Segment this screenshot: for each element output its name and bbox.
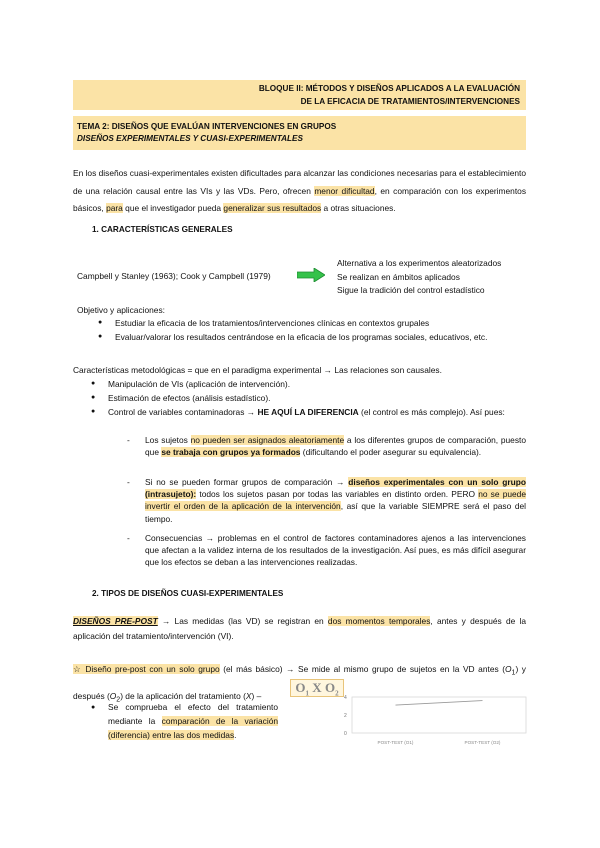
green-arrow-icon: [297, 268, 325, 282]
features-list: [337, 257, 501, 298]
method-intro: Características metodológicas = que en el paradigma experimental → Las relaciones son causales.: [73, 365, 442, 375]
method-item-control: ● Control de variables contaminadoras → HE AQUÍ LA DIFERENCIA (el control es más complejo). Así pues:: [108, 406, 526, 418]
prepost-paragraph: DISEÑOS PRE-POST → Las medidas (las VD) se registran en dos momentos temporales, antes y después de la aplicación del tratamiento/intervención (VI).: [73, 616, 527, 641]
feature-item: Se realizan en ámbitos aplicados: [337, 271, 460, 282]
sub-point: - Consecuencias → problemas en el control de factores contaminadores ajenos a las intervenciones que afectan a la validez interna de los resultados de la investigación. Así pues, es más difícil asegurar que los efectos se deban a las intervenciones realizadas.: [145, 532, 526, 569]
objective-label: Objetivo y aplicaciones:: [77, 305, 165, 315]
topic-header: [73, 116, 526, 150]
topic-subtitle: DISEÑOS EXPERIMENTALES Y CUASI-EXPERIMENTALES: [77, 134, 303, 143]
section-heading-1: 1. CARACTERÍSTICAS GENERALES: [92, 225, 233, 234]
section-heading-2: 2. TIPOS DE DISEÑOS CUASI-EXPERIMENTALES: [92, 589, 284, 598]
y-tick-label: 0: [344, 731, 347, 737]
intro-paragraph: En los diseños cuasi-experimentales existen dificultades para alcanzar las condiciones necesarias para el establecimiento de una relación causal entre las VIs y las VDs. Pero, ofrecen menor dificultad, en comparación con los experimentos básicos, para que el investigador pueda generalizar sus resultados a otras situaciones.: [73, 168, 527, 213]
prepost-bullet: ● Se comprueba el efecto del tratamiento mediante la comparación de la variación (diferencia) entre las dos medidas.: [108, 700, 278, 742]
objective-item: ● Evaluar/valorar los resultados centrándose en la eficacia de los programas sociales, educativos, etc.: [115, 331, 487, 343]
block-header: [73, 80, 526, 110]
method-item: ● Estimación de efectos (análisis estadístico).: [108, 392, 270, 404]
authors-label: Campbell y Stanley (1963); Cook y Campbell (1979): [77, 271, 271, 281]
single-group-paragraph: ☆ Diseño pre-post con un solo grupo (el más básico) → Se mide al mismo grupo de sujetos en la VD antes $(O_1)$ y después $(O_2)$ de la aplicación del tratamiento (X) –: [73, 664, 526, 704]
sub-point: - Los sujetos no pueden ser asignados aleatoriamente a los diferentes grupos de comparación, puesto que se trabaja con grupos ya formados (dificultando el poder asegurar su equivalencia).: [145, 434, 526, 458]
topic-title: TEMA 2: DISEÑOS QUE EVALÚAN INTERVENCIONES EN GRUPOS: [77, 122, 337, 131]
feature-item: Alternativa a los experimentos aleatorizados: [337, 258, 502, 268]
prepost-line-chart: [338, 694, 528, 750]
y-tick-label: 2: [344, 713, 347, 719]
block-title-line1: BLOQUE II: MÉTODOS Y DISEÑOS APLICADOS A LA EVALUACIÓN: [258, 84, 520, 93]
x-tick-label: POST-TEST (O1): [377, 740, 414, 745]
sub-point: - Si no se pueden formar grupos de comparación → diseños experimentales con un solo grupo (intrasujeto): todos los sujetos pasan por todas las variables en distinto orden. PERO no se puede invertir el orden de la aplicación de la intervención, así que la variable SIEMPRE será el paso del tiempo.: [145, 476, 526, 525]
method-item: ● Manipulación de VIs (aplicación de intervención).: [108, 378, 290, 390]
objective-item: ● Estudiar la eficacia de los tratamientos/intervenciones clínicas en contextos grupales: [115, 317, 429, 329]
x-tick-label: POST-TEST (O2): [464, 740, 501, 745]
block-title-line2: DE LA EFICACIA DE TRATAMIENTOS/INTERVENCIONES: [300, 97, 520, 106]
feature-item: Sigue la tradición del control estadístico: [337, 285, 485, 295]
y-tick-label: 4: [344, 695, 347, 701]
star-icon: ☆: [73, 664, 82, 674]
formula-box: $O_1$ X $O_2$: [290, 679, 344, 697]
